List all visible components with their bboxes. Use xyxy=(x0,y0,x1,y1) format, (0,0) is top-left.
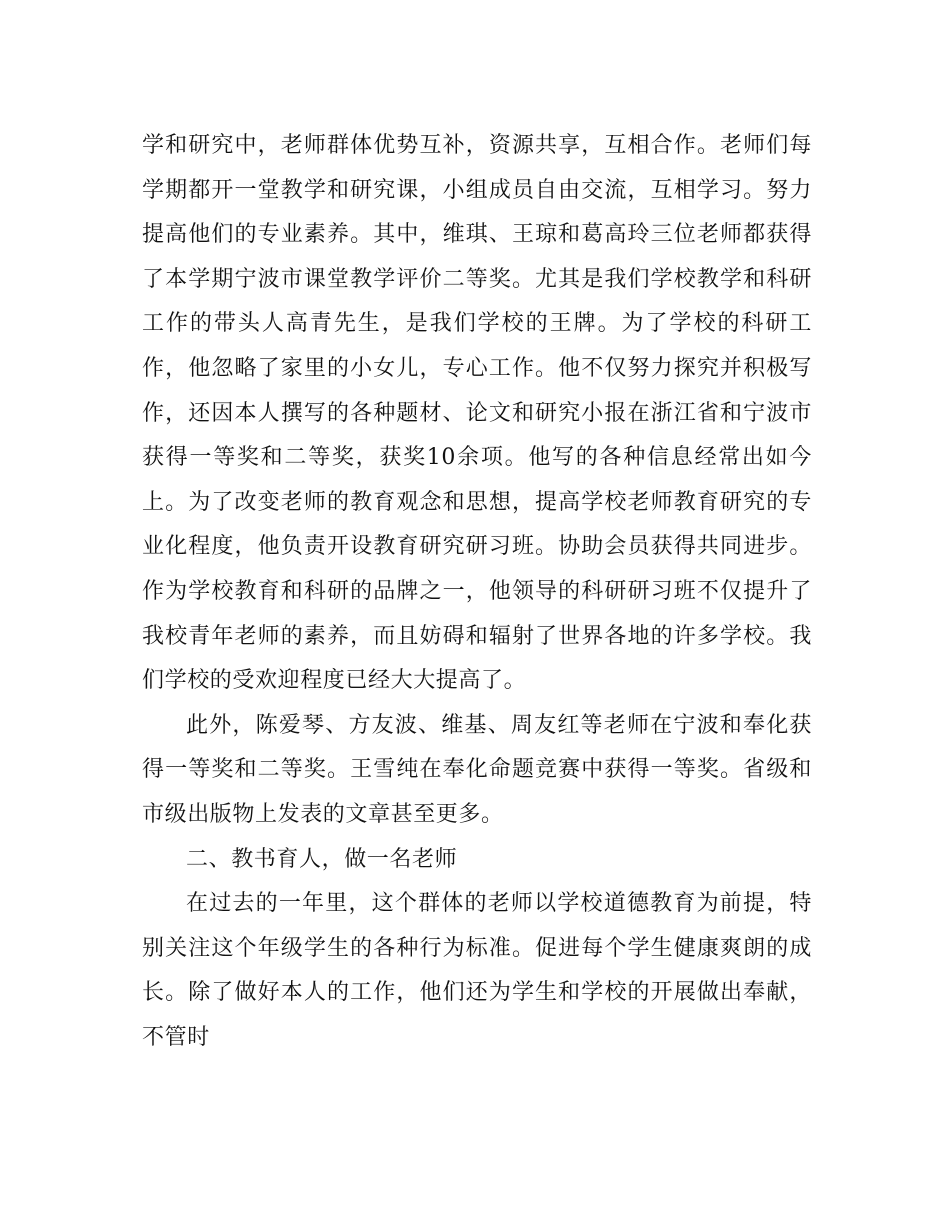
document-body xyxy=(142,124,812,1060)
paragraph-awards: 此外，陈爱琴、方友波、维基、周友红等老师在宁波和奉化获得一等奖和二等奖。王雪纯在奉化命题竞赛中获得一等奖。省级和市级出版物上发表的文章甚至更多。 xyxy=(142,712,812,827)
paragraph-moral-education: 在过去的一年里，这个群体的老师以学校道德教育为前提，特别关注这个年级学生的各种行为标准。促进每个学生健康爽朗的成长。除了做好本人的工作，他们还为学生和学校的开展做出奉献，不管时 xyxy=(142,891,812,1050)
section-heading: 二、教书育人，做一名老师 xyxy=(186,846,458,872)
paragraph-continuation: 学和研究中，老师群体优势互补，资源共享，互相合作。老师们每学期都开一堂教学和研究课，小组成员自由交流，互相学习。努力提高他们的专业素养。其中，维琪、王琼和葛高玲三位老师都获得了本学期宁波市课堂教学评价二等奖。尤其是我们学校教学和科研工作的带头人高青先生，是我们学校的王牌。为了学校的科研工作，他忽略了家里的小女儿，专心工作。他不仅努力探究并积极写作，还因本人撰写的各种题材、论文和研究小报在浙江省和宁波市获得一等奖和二等奖，获奖10余项。他写的各种信息经常出如今上。为了改变老师的教育观念和思想，提高学校老师教育研究的专业化程度，他负责开设教育研究研习班。协助会员获得共同进步。作为学校教育和科研的品牌之一，他领导的科研研习班不仅提升了我校青年老师的素养，而且妨碍和辐射了世界各地的许多学校。我们学校的受欢迎程度已经大大提高了。 xyxy=(142,133,812,694)
